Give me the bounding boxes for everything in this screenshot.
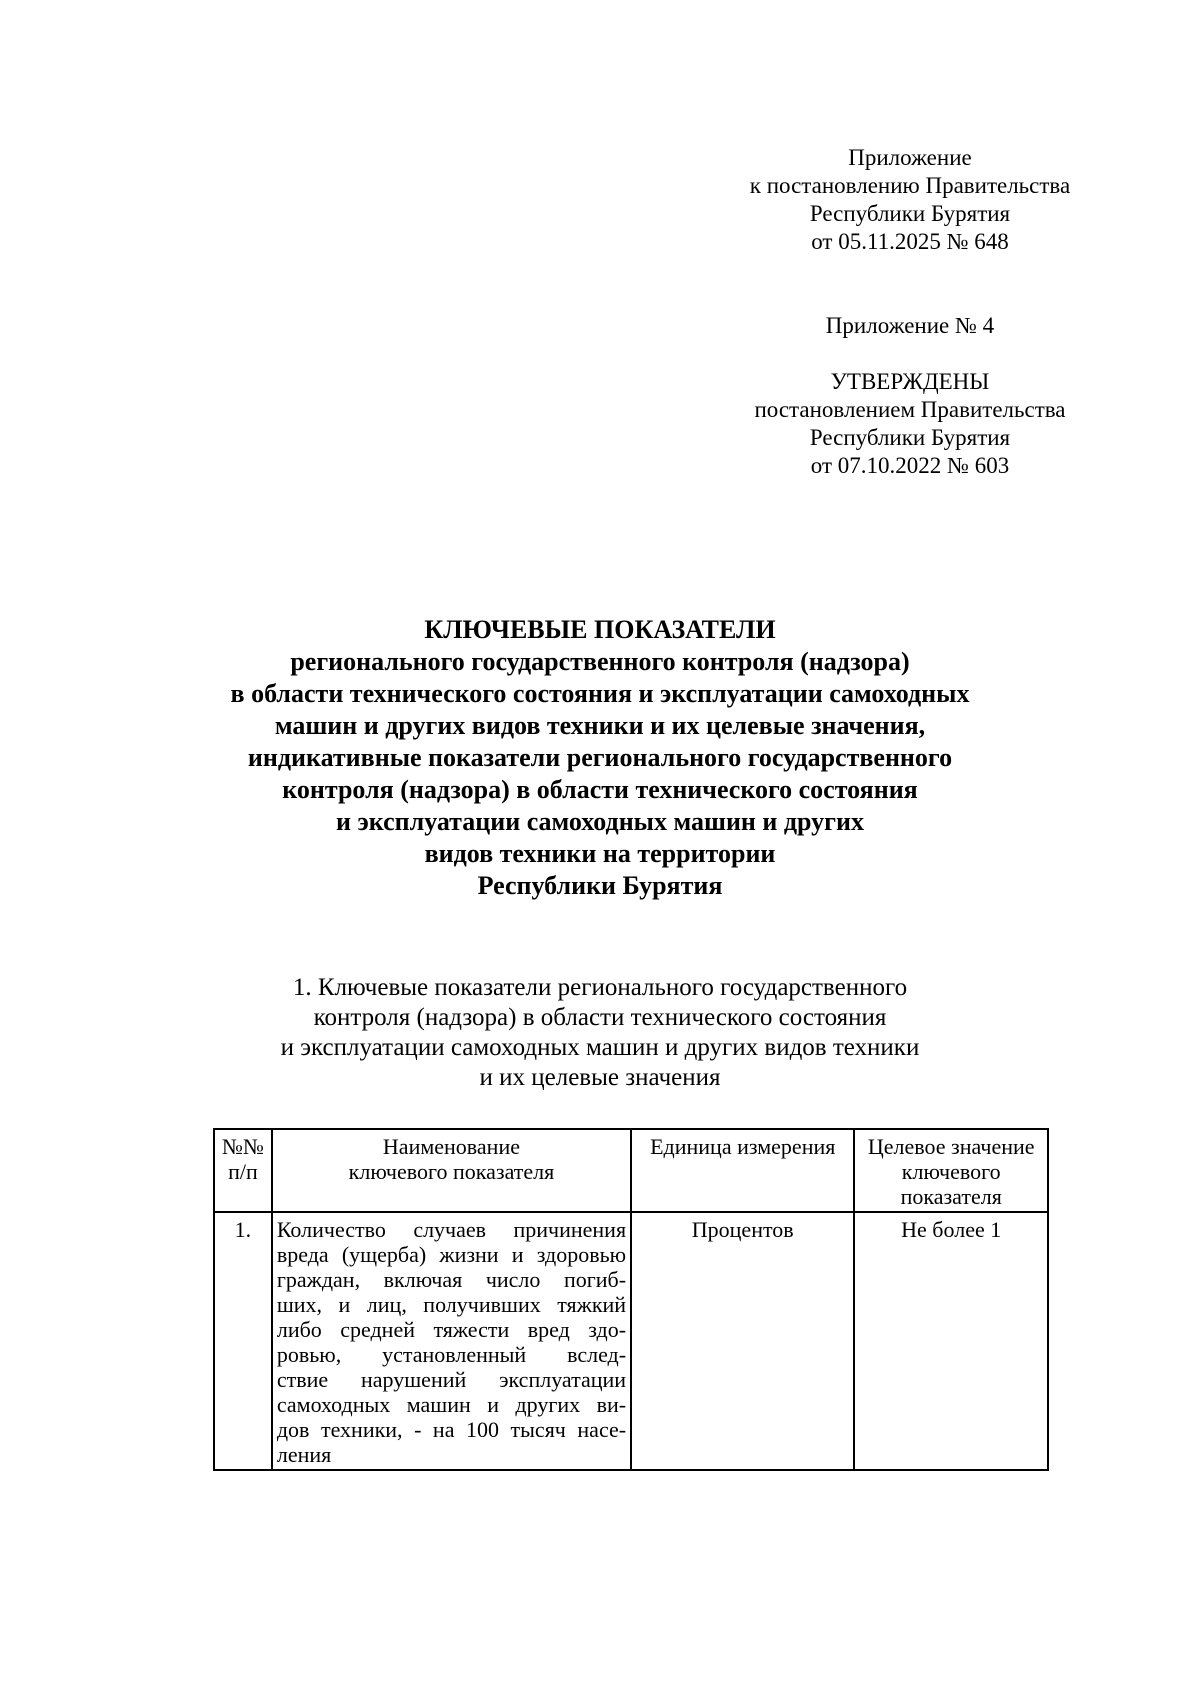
approved-block [700, 368, 1120, 480]
appendix-header-line: Приложение [848, 145, 972, 170]
appendix-number [700, 312, 1120, 340]
row-name-line: ления [276, 1442, 332, 1467]
section-line: и эксплуатации самоходных машин и других видов техники [280, 1034, 920, 1061]
row-name-line: самоходных машин и других ви- [276, 1392, 627, 1417]
title-line: КЛЮЧЕВЫЕ ПОКАЗАТЕЛИ [424, 615, 776, 644]
section-line: 1. Ключевые показатели регионального государственного [292, 974, 908, 1001]
section-line: и их целевые значения [479, 1064, 721, 1091]
approved-line: Республики Бурятия [809, 425, 1011, 450]
header-name [272, 1129, 631, 1212]
kpi-table [213, 1128, 1049, 1471]
document-title [100, 614, 1100, 902]
appendix-header-line: от 05.11.2025 № 648 [811, 229, 1009, 254]
appendix-number-text: Приложение № 4 [825, 313, 995, 338]
row-target: Не более 1 [854, 1212, 1048, 1470]
title-line: видов техники на территории [424, 839, 776, 868]
header-target [854, 1129, 1048, 1212]
row-name-line: ших, и лиц, получивших тяжкий [276, 1292, 627, 1317]
row-name-line: вреда (ущерба) жизни и здоровью [276, 1242, 627, 1267]
header-num-line: №№ [221, 1134, 264, 1159]
row-unit: Процентов [631, 1212, 854, 1470]
row-name-line: ствие нарушений эксплуатации [276, 1367, 627, 1392]
header-target-line: ключевого [901, 1159, 1001, 1184]
section-heading [170, 973, 1030, 1093]
row-name-line: либо средней тяжести вред здо- [276, 1317, 627, 1342]
title-line: в области технического состояния и эксплуатации самоходных [230, 679, 970, 708]
table-row [214, 1212, 1048, 1470]
appendix-header-line: к постановлению Правительства [749, 173, 1071, 198]
row-name-line: дов техники, - на 100 тысяч насе- [276, 1417, 627, 1442]
section-line: контроля (надзора) в области технического состояния [313, 1004, 887, 1031]
header-num-line: п/п [228, 1159, 258, 1184]
title-line: и эксплуатации самоходных машин и других [336, 807, 864, 836]
approved-line: от 07.10.2022 № 603 [810, 453, 1010, 478]
table-header-row [214, 1129, 1048, 1212]
title-line: Республики Бурятия [477, 871, 723, 900]
title-line: контроля (надзора) в области технического состояния [282, 775, 918, 804]
header-unit-line: Единица измерения [650, 1134, 836, 1159]
header-name-line: ключевого показателя [348, 1159, 555, 1184]
header-target-line: Целевое значение [867, 1134, 1035, 1159]
row-name-line: граждан, включая число погиб- [276, 1267, 627, 1292]
appendix-header [700, 144, 1120, 256]
approved-line: УТВЕРЖДЕНЫ [830, 369, 990, 394]
title-line: машин и других видов техники и их целевые значения, [274, 711, 926, 740]
row-name-line: Количество случаев причинения [276, 1217, 627, 1242]
title-line: индикативные показатели регионального государственного [247, 743, 953, 772]
header-name-line: Наименование [382, 1134, 520, 1159]
row-name [272, 1212, 631, 1470]
row-num: 1. [214, 1212, 272, 1470]
approved-line: постановлением Правительства [754, 397, 1066, 422]
title-line: регионального государственного контроля (надзора) [290, 647, 910, 676]
header-unit [631, 1129, 854, 1212]
row-name-line: ровью, установленный вслед- [276, 1342, 627, 1367]
header-target-line: показателя [900, 1184, 1002, 1209]
header-num [214, 1129, 272, 1212]
appendix-header-line: Республики Бурятия [809, 201, 1011, 226]
